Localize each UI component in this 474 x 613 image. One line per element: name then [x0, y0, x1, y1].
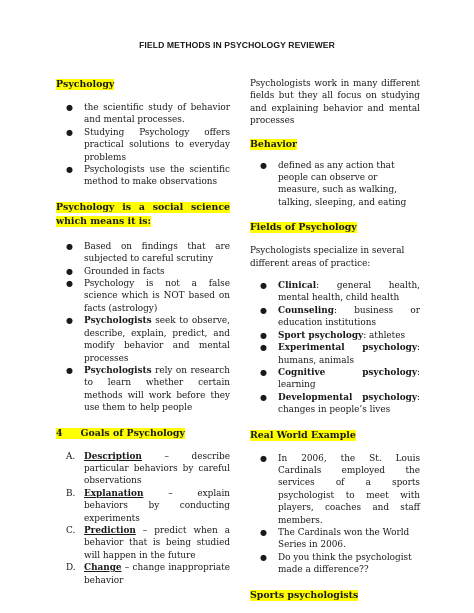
list-item: ● Experimental psychology: humans, animals — [260, 343, 420, 366]
social-science-list — [56, 241, 230, 415]
bullet-icon: ● — [260, 367, 267, 377]
bullet-icon: ● — [66, 103, 73, 112]
list-item: ● Studying Psychology offers practical solutions to everyday problems — [66, 127, 230, 163]
list-item: D. Change – change inappropriate behavior — [66, 563, 230, 586]
bullet-icon: ● — [260, 160, 267, 170]
behavior-list — [250, 160, 420, 210]
list-item: ● Based on findings that are subjected to careful scrutiny — [66, 241, 230, 265]
bullet-icon: ● — [260, 453, 267, 463]
goals-list — [56, 451, 230, 587]
bullet-icon: ● — [66, 279, 73, 289]
list-item: ● Grounded in facts — [66, 266, 165, 277]
heading-fields: Fields of Psychology — [250, 222, 357, 234]
left-column — [56, 78, 230, 587]
list-item: ● Cognitive psychology: learning — [260, 367, 420, 391]
heading-goals: 4 Goals of Psychology — [56, 427, 185, 439]
list-item: C. Prediction – predict when a behavior that is being studied will happen in the future — [66, 525, 230, 561]
heading-social-science: Psychology is a social science which means it is: — [56, 201, 230, 227]
list-item: ● Do you think the psychologist made a difference?? — [260, 552, 412, 576]
bullet-icon: ● — [66, 241, 73, 251]
heading-psychology: Psychology — [56, 79, 115, 90]
real-world-list — [250, 453, 420, 577]
bullet-icon: ● — [66, 165, 73, 175]
bullet-icon: ● — [260, 305, 267, 315]
list-item: A. Description – describe particular behaviors by careful observations — [66, 451, 230, 487]
document-title: FIELD METHODS IN PSYCHOLOGY REVIEWER — [139, 40, 335, 50]
psychology-list — [56, 102, 230, 189]
intro-paragraph: Psychologists work in many different fields but they all focus on studying and explaining behavior and mental processes — [250, 79, 420, 127]
list-item: ● the scientific study of behavior and mental processes. — [66, 103, 230, 126]
list-item: ● Psychologists rely on research to learn whether certain methods will work before they use them to help people — [66, 365, 230, 414]
heading-real-world: Real World Example — [250, 429, 356, 441]
list-item: ● In 2006, the St. Louis Cardinals employed the services of a sports psychologist to meet with players, coaches and staff members. — [260, 453, 420, 526]
list-item: ● Counseling: business or education institutions — [260, 305, 420, 329]
bullet-icon: ● — [66, 316, 73, 326]
fields-intro: Psychologists specialize in several different areas of practice: — [250, 246, 405, 269]
bullet-icon: ● — [260, 392, 267, 402]
heading-behavior: Behavior — [250, 138, 297, 150]
list-item: ● defined as any action that people can observe or measure, such as walking, talking, sleeping, and eating — [260, 160, 407, 208]
bullet-icon: ● — [260, 527, 267, 537]
bullet-icon: ● — [260, 281, 267, 291]
bullet-icon: ● — [66, 266, 73, 276]
heading-sports-psychologists: Sports psychologists — [250, 589, 359, 601]
right-column — [250, 78, 420, 603]
bullet-icon: ● — [66, 365, 73, 375]
bullet-icon: ● — [260, 552, 267, 562]
list-item: ● Developmental psychology: changes in people’s lives — [260, 392, 420, 416]
list-item: ● Clinical: general health, mental health, child health — [260, 281, 420, 304]
list-item: ● Psychology is not a false science which is NOT based on facts (astrology) — [66, 279, 230, 314]
bullet-icon: ● — [260, 330, 267, 340]
bullet-icon: ● — [66, 127, 73, 137]
list-item: ● Sport psychology: athletes — [260, 330, 406, 341]
list-item: B. Explanation – explain behaviors by conducting experiments — [66, 488, 230, 524]
bullet-icon: ● — [260, 343, 267, 353]
list-item: ● Psychologists seek to observe, describe, explain, predict, and modify behavior and mental processes — [66, 316, 230, 364]
fields-list — [250, 280, 420, 416]
list-item: ● The Cardinals won the World Series in 2006. — [260, 527, 410, 551]
list-item: ● Psychologists use the scientific method to make observations — [66, 165, 230, 188]
